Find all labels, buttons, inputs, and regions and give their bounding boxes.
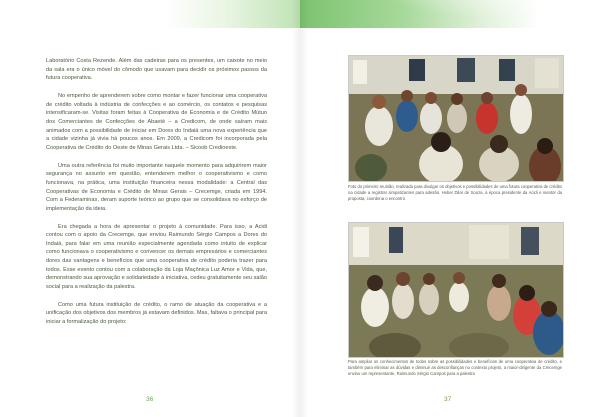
page-number: 36 <box>146 396 154 403</box>
photo-2-caption: Para ampliar os conhecimentos de todos sobre as possibilidades e benefícios de uma cooperativa de crédito, e também para eliminar as dúvidas e diminuir as desconfianças no contexto projeto, a maior-dirigente da Crecemge enviou um representante, Raimundo Sérgio Campos para a palestra <box>348 359 562 376</box>
photo-1-caption: Foto do primeiro reunião, realizada para divulgar os objetivos e possibilidades de uma futura cooperativa de crédito na cidade a registrar simpatizantes para adesão. Heber Dilar de Souza, à época presidente da Acidi e mentor da proposta, coordena o encontro <box>348 184 562 201</box>
meeting-photo-2 <box>348 222 564 358</box>
paragraph: Era chegada a hora de apresentar o projeto à comunidade. Para isso, a Acidi contou com o apoio da Crecemge, que enviou Raimundo Sérgio Campos a Dores do Indaiá, para falar em uma reunião especialmente agendada como intuito de explicar como funcionava o cooperativismo e convencer os demais empresários e comerciantes dores das vantagens e benefícios que uma cooperativa de crédito poderia trazer para todos. Esse evento contou com a colaboração da Loja Maçônica Luz Amor e Vida, que, demonstrando sua aprovação e solidariedade à iniciativa, cedeu gratuitamente seu salão social para a realização da palestra. <box>46 223 267 291</box>
right-page <box>300 0 600 417</box>
body-text-column <box>46 57 267 336</box>
meeting-photo-1-image <box>349 56 563 181</box>
page-number: 37 <box>444 396 452 403</box>
paragraph: Como uma futura instituição de crédito, o ramo de atuação da cooperativa e a unificação dos objetivos dos membros já estavam definidos. Mas, faltava o principal para iniciar a formalização do projeto: <box>46 301 267 326</box>
paragraph: No empenho de aprenderem sobre como montar e fazer funcionar uma cooperativa de crédito voltada à indústria de confecções e ao comércio, os contatos e pesquisas intensificaram-se. Visitas foram feitas à Cooperativa de Economia e de Crédito Mútuo dos Comerciantes de Confecções de Abaeté – a Credicom, de onde saíram mais animados com a possibilidade de iniciar em Dores do Indaiá uma nova experiência que a cidade vizinha já vivia há poucos anos. Em 2009, a Credicom foi incorporada pela Cooperativa de Crédito do Oeste de Minas Gerais Ltda. – Sicoob Credioeste. <box>46 92 267 151</box>
meeting-photo-2-image <box>349 223 563 357</box>
meeting-photo-1 <box>348 55 564 182</box>
header-band <box>0 0 300 28</box>
header-band <box>300 0 600 28</box>
book-gutter <box>292 0 308 417</box>
paragraph: Laboratório Costa Rezende. Além das cadeiras para os presentes, um caixote no meio da sala era o único móvel do cômodo que usavam para decidir os próximos passos da futura cooperativa. <box>46 58 267 82</box>
paragraph: Uma outra referência foi muito importante naquele momento para adquirirem maior segurança no assunto em questão, entenderem melhor o cooperativismo e como funcionava, na prática, uma instituição financeira nessa modalidade: a Central das Cooperativas de Economia e Crédito de Minas Gerais – Crecemge, criada em 1994. Com a Federaminas, deram suporte teórico ao grupo que se consolidava no esforço de implementação da ideia. <box>46 162 267 212</box>
header-decoration <box>380 0 600 20</box>
